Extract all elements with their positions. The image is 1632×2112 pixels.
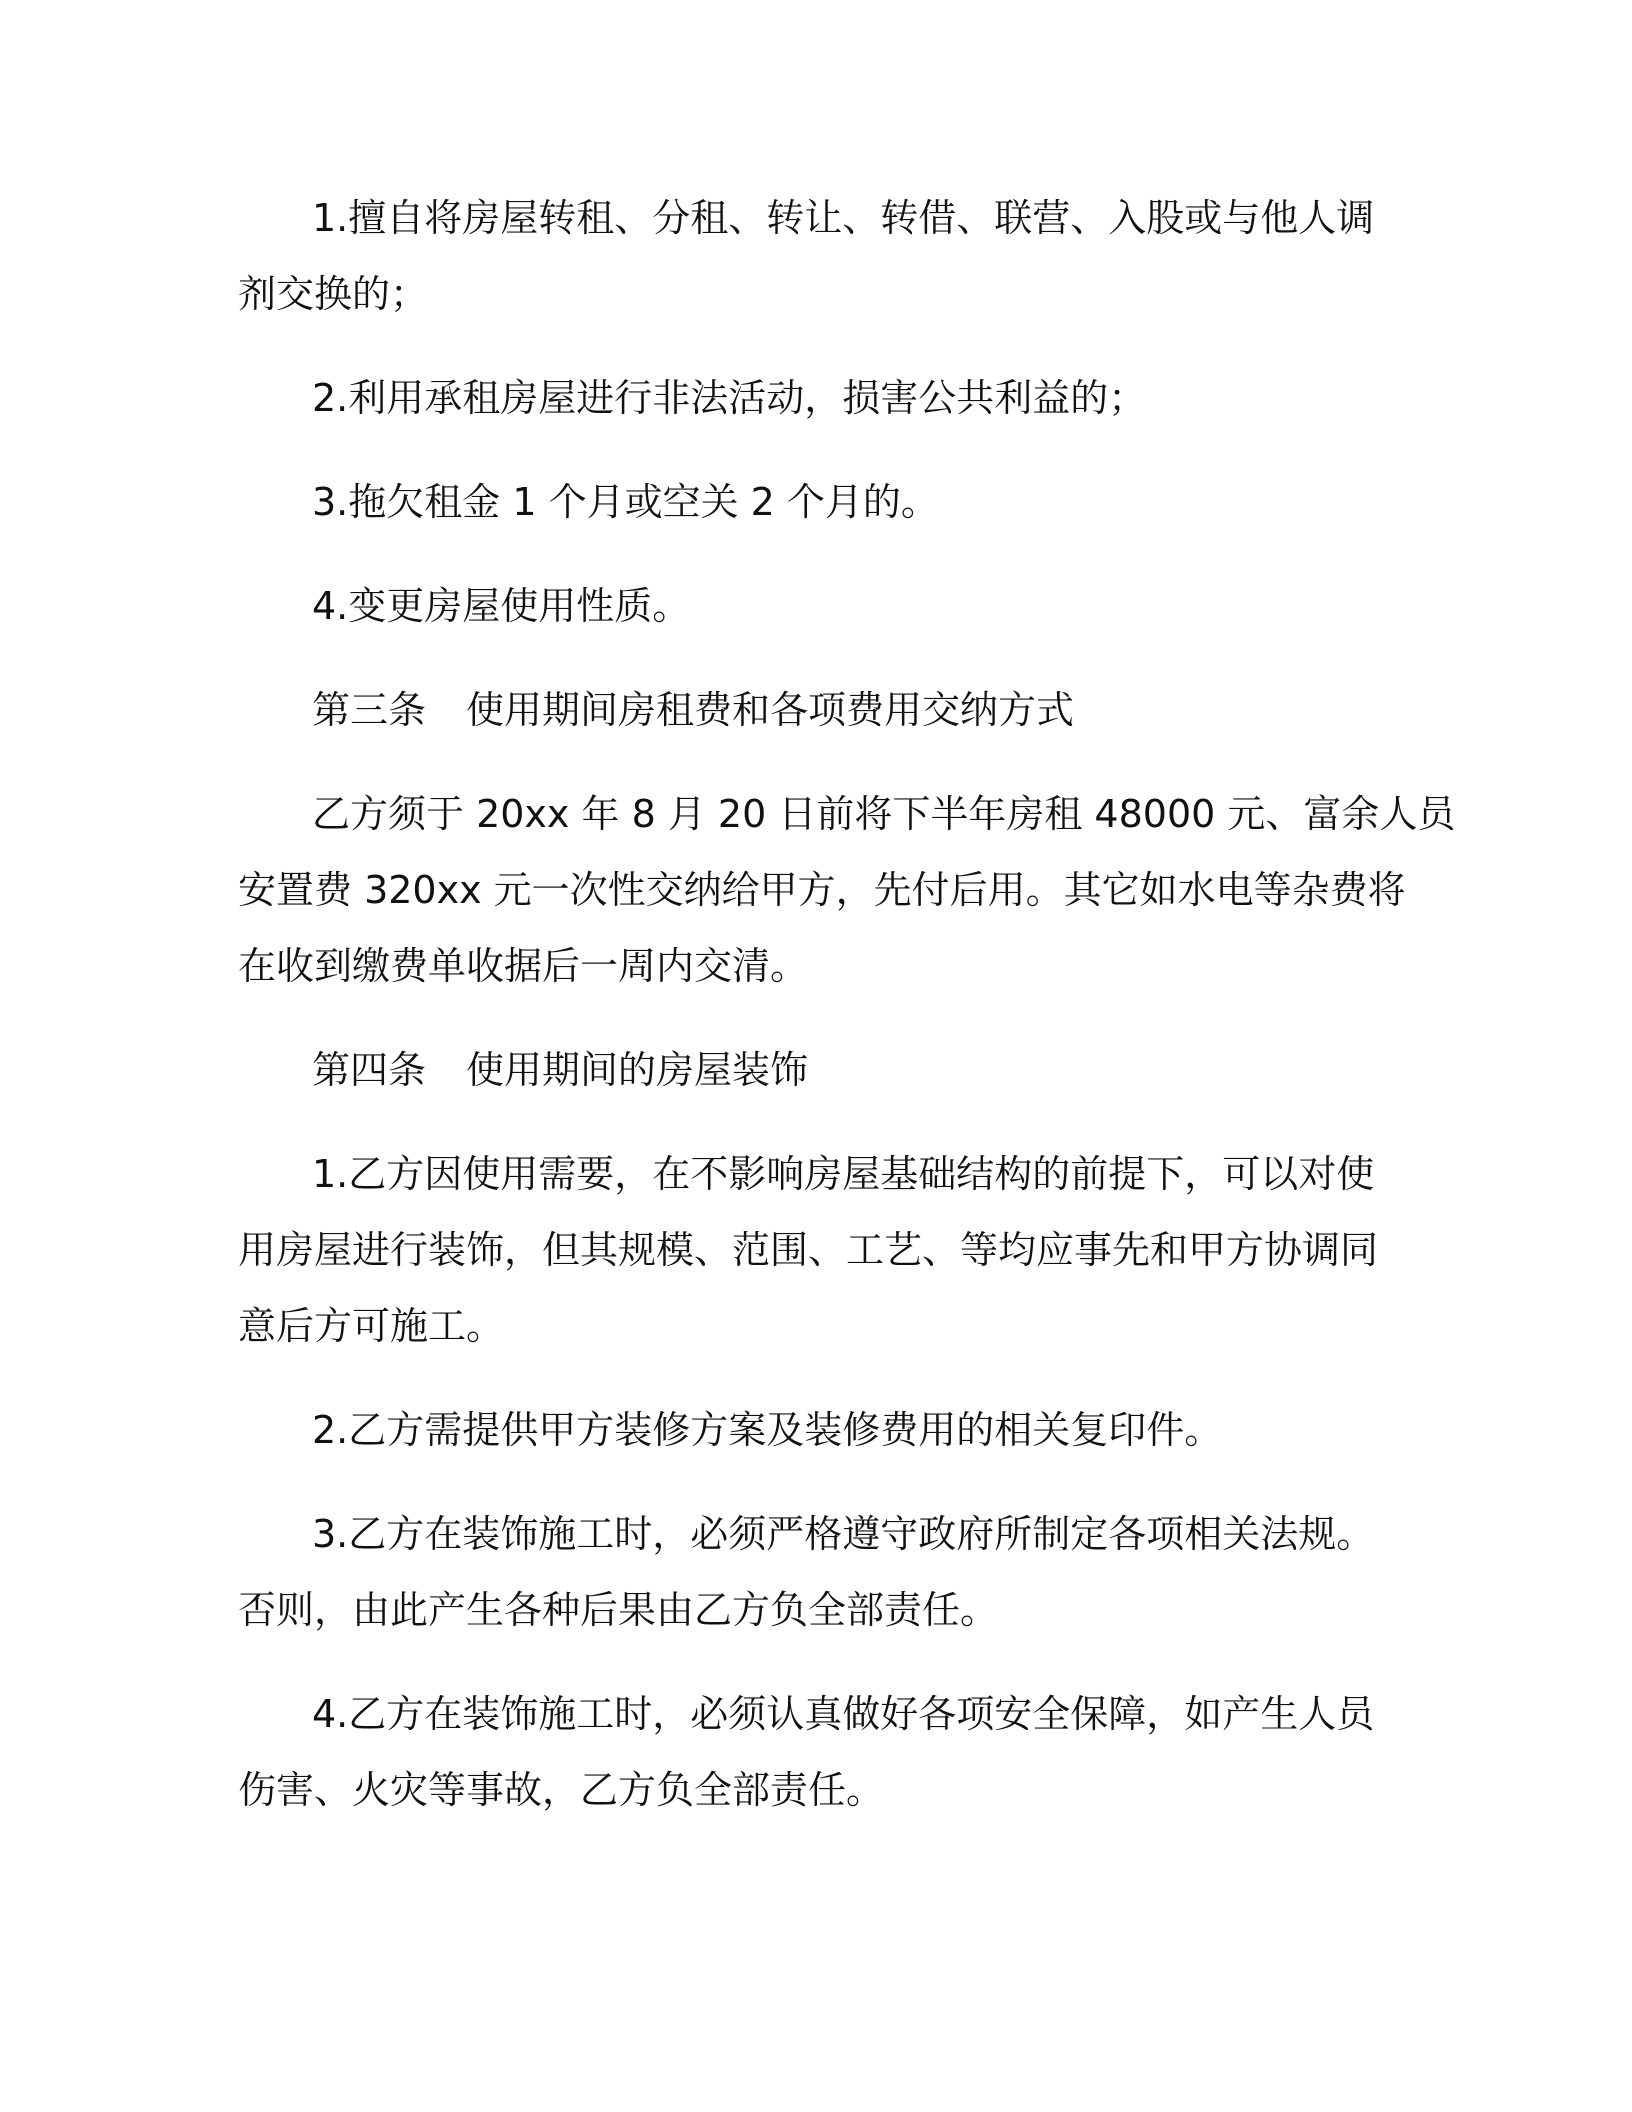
paragraph-8-line-1: 1.乙方因使用需要，在不影响房屋基础结构的前提下，可以对使 — [312, 1152, 1375, 1196]
paragraph-1-line-2: 剂交换的； — [238, 272, 429, 316]
paragraph-2-line-1: 2.利用承租房屋进行非法活动，损害公共利益的； — [312, 376, 1147, 420]
article-4-number: 第四条 — [312, 1048, 427, 1092]
paragraph-11-line-2: 伤害、火灾等事故，乙方负全部责任。 — [238, 1768, 885, 1812]
paragraph-4-line-1: 4.变更房屋使用性质。 — [312, 584, 691, 628]
paragraph-9-line-1: 2.乙方需提供甲方装修方案及装修费用的相关复印件。 — [312, 1408, 1223, 1452]
paragraph-10-line-1: 3.乙方在装饰施工时，必须严格遵守政府所制定各项相关法规。 — [312, 1512, 1375, 1556]
article-3-heading — [312, 682, 1074, 738]
paragraph-3-line-1: 3.拖欠租金 1 个月或空关 2 个月的。 — [312, 480, 939, 524]
paragraph-8-line-3: 意后方可施工。 — [238, 1304, 505, 1348]
paragraph-1-line-1: 1.擅自将房屋转租、分租、转让、转借、联营、入股或与他人调 — [312, 196, 1375, 240]
article-4-heading — [312, 1042, 808, 1098]
article-4-title: 使用期间的房屋装饰 — [466, 1048, 809, 1092]
paragraph-11-line-1: 4.乙方在装饰施工时，必须认真做好各项安全保障，如产生人员 — [312, 1692, 1375, 1736]
article-3-title: 使用期间房租费和各项费用交纳方式 — [466, 688, 1075, 732]
paragraph-10-line-2: 否则，由此产生各种后果由乙方负全部责任。 — [238, 1588, 999, 1632]
paragraph-6-line-2: 安置费 320xx 元一次性交纳给甲方，先付后用。其它如水电等杂费将 — [238, 868, 1406, 912]
paragraph-6-line-1: 乙方须于 20xx 年 8 月 20 日前将下半年房租 48000 元、富余人员 — [312, 792, 1456, 836]
article-3-number: 第三条 — [312, 688, 427, 732]
paragraph-8-line-2: 用房屋进行装饰，但其规模、范围、工艺、等均应事先和甲方协调同 — [238, 1228, 1379, 1272]
paragraph-6-line-3: 在收到缴费单收据后一周内交清。 — [238, 944, 809, 988]
